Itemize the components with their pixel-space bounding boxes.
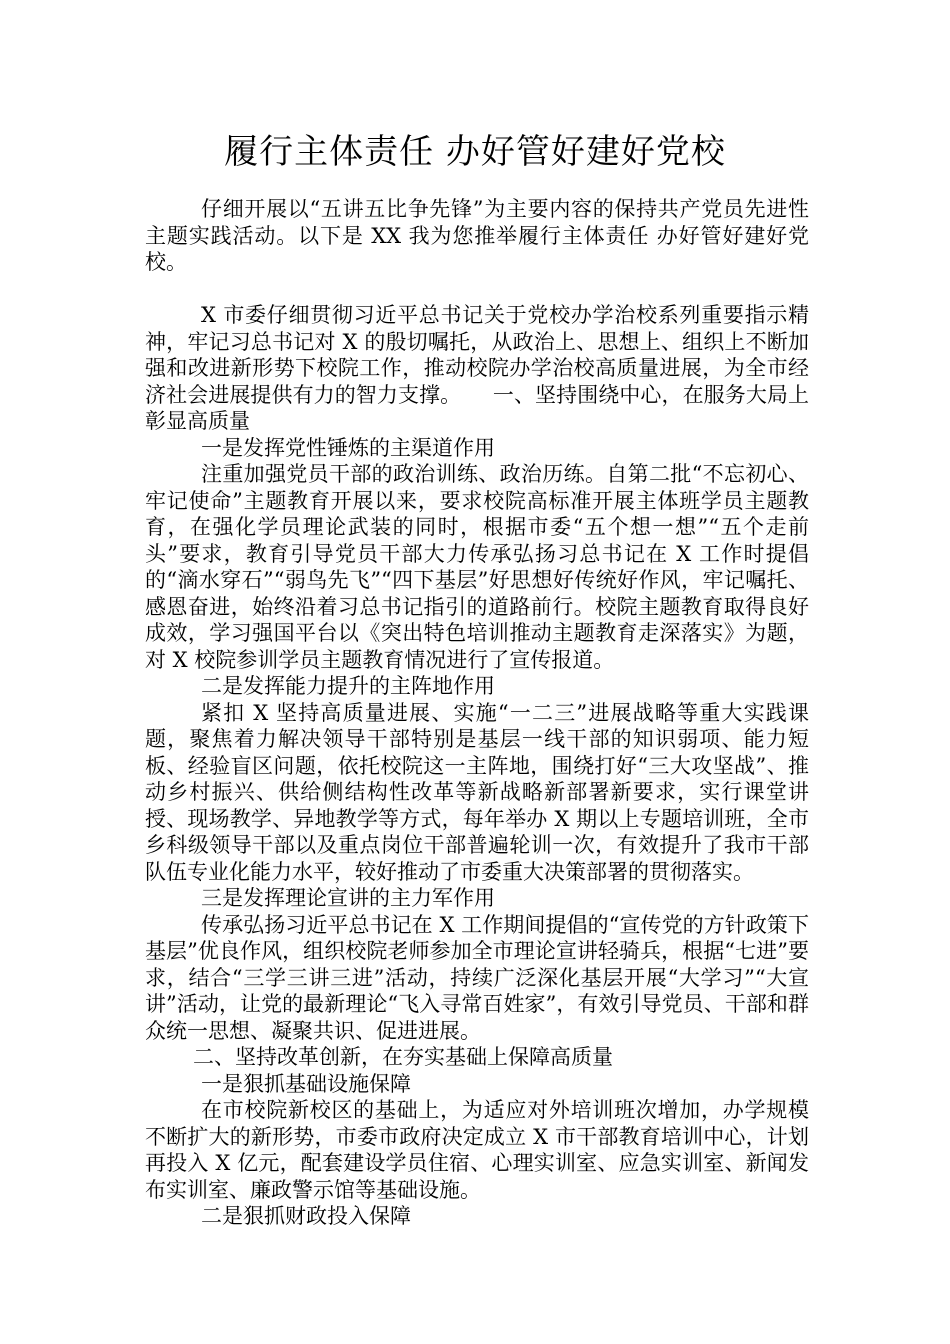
intro-paragraph: 仔细开展以“五讲五比争先锋”为主要内容的保持共产党员先进性主题实践活动。以下是 XX 我为您推举履行主体责任 办好管好建好党校。 [145, 197, 809, 274]
subheading: 一是狠抓基础设施保障 [201, 1071, 411, 1096]
blank-line [145, 276, 809, 303]
subheading: 二是狠抓财政投入保障 [201, 1204, 411, 1228]
body-paragraph: 紧扣 X 坚持高质量进展、实施“一二三”进展战略等重大实践课题，聚焦着力解决领导干部特别是基层一线干部的知识弱项、能力短板、经验盲区问题，依托校院这一主阵地，围绕打好“三大攻坚战”、推动乡村振兴、供给侧结构性改革等新战略新部署新要求，实行课堂讲授、现场教学、异地教学等方式，每年举办 X 期以上专题培训班，全市乡科级领导干部以及重点岗位干部普遍轮训一次，有效提升了我市干部队伍专业化能力水平，较好推动了市委重大决策部署的贯彻落实。 [145, 700, 809, 884]
subheading: 一是发挥党性锤炼的主渠道作用 [201, 435, 495, 460]
subheading: 二是发挥能力提升的主阵地作用 [201, 674, 495, 698]
body-paragraph: 注重加强党员干部的政治训练、政治历练。自第二批“不忘初心、牢记使命”主题教育开展以来，要求校院高标准开展主体班学员主题教育，在强化学员理论武装的同时，根据市委“五个想一想”“五个走前头”要求，教育引导党员干部大力传承弘扬习总书记在 X 工作时提倡的“滴水穿石”“弱鸟先飞”“四下基层”好思想好传统好作风，牢记嘱托、感恩奋进，始终沿着习总书记指引的道路前行。校院主题教育取得良好成效，学习强国平台以《突出特色培训推动主题教育走深落实》为题，对 X 校院参训学员主题教育情况进行了宣传报道。 [145, 462, 809, 672]
section-heading: 二、坚持改革创新，在夯实基础上保障高质量 [193, 1045, 613, 1069]
document-body [145, 196, 809, 1230]
body-paragraph: 在市校院新校区的基础上，为适应对外培训班次增加，办学规模不断扩大的新形势，市委市政府决定成立 X 市干部教育培训中心，计划再投入 X 亿元，配套建设学员住宿、心理实训室、应急实训室、新闻发布实训室、廉政警示馆等基础设施。 [145, 1098, 809, 1202]
document-title: 履行主体责任 办好管好建好党校 [224, 132, 726, 172]
body-paragraph: X 市委仔细贯彻习近平总书记关于党校办学治校系列重要指示精神，牢记习总书记对 X 的殷切嘱托，从政治上、思想上、组织上不断加强和改进新形势下校院工作，推动校院办学治校高质量进展，为全市经济社会进展提供有力的智力支撑。 一、坚持围绕中心，在服务大局上彰显高质量 [145, 303, 809, 433]
body-paragraph: 传承弘扬习近平总书记在 X 工作期间提倡的“宣传党的方针政策下基层”优良作风，组织校院老师参加全市理论宣讲轻骑兵，根据“七进”要求，结合“三学三讲三进”活动，持续广泛深化基层开展“大学习”“大宣讲”活动，让党的最新理论“飞入寻常百姓家”，有效引导党员、干部和群众统一思想、凝聚共识、促进进展。 [145, 912, 809, 1043]
subheading: 三是发挥理论宣讲的主力军作用 [201, 886, 495, 910]
